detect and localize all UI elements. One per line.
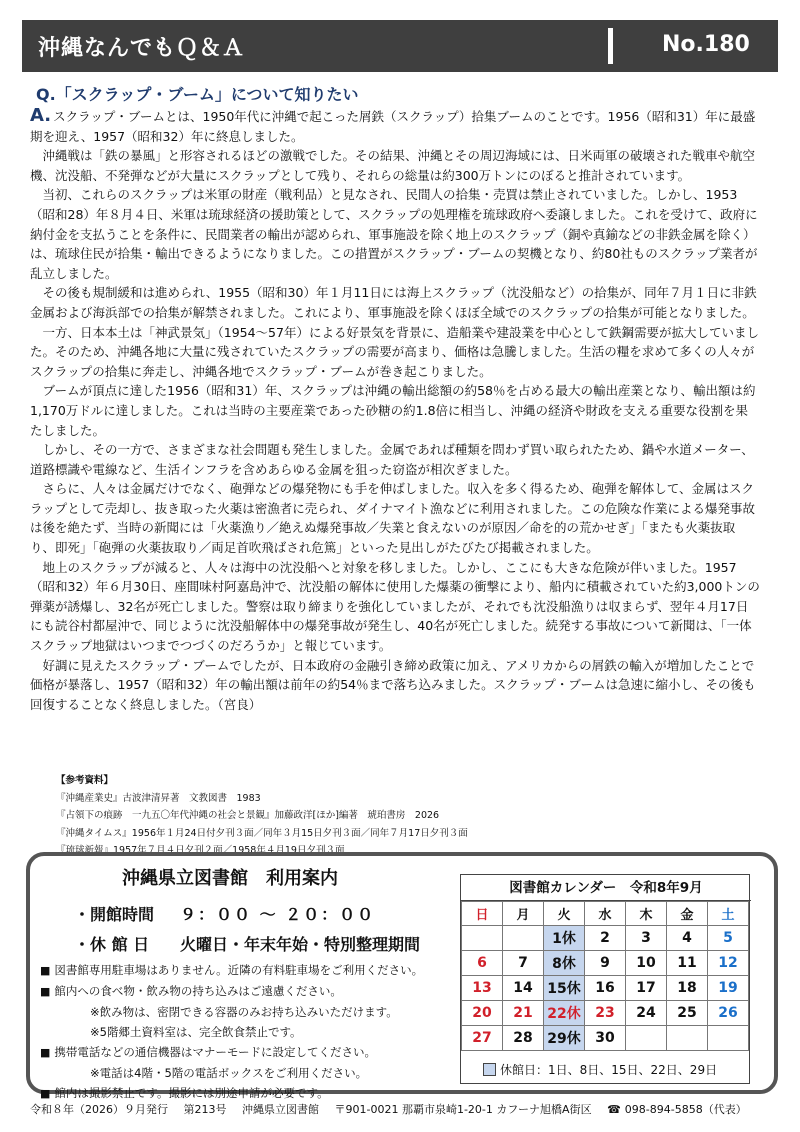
calendar-day: 2: [585, 926, 626, 951]
answer-paragraph-text: 地上のスクラップが減ると、人々は海中の沈没船へと対象を移しました。しかし、ここにも大きな危険が伴いました。1957（昭和32）年６月30日、座間味村阿嘉島沖で、沈没船の解体に使用した爆薬の衝撃により、船内に積載されていた約3,000トンの弾薬が誘爆し、32名が死亡しました。警察は取り締まりを強化していましたが、それでも沈没船漁りは収まらず、翌年４月17日にも読谷村都屋沖で、同じように沈没船解体中の爆発事故が発生し、40名が死亡しました。続発する事故について新聞は、「一体スクラップ地獄はいつまでつづくのだろうか」と報じています。: [30, 559, 760, 654]
calendar-day: 10: [626, 951, 667, 976]
reference-item: 『沖縄タイムス』1956年１月24日付夕刊３面／同年３月15日夕刊３面／同年７月17日夕刊３面: [56, 827, 468, 839]
usage-notes: [40, 960, 423, 1104]
calendar-day: 21: [503, 1001, 544, 1026]
calendar-weekday: 土: [708, 902, 749, 926]
library-calendar: [460, 874, 750, 1084]
calendar-empty-cell: [667, 1026, 708, 1051]
calendar-weekday: 日: [462, 902, 503, 926]
answer-paragraph-text: その後も規制緩和は進められ、1955（昭和30）年１月11日には海上スクラップ（沈没船など）の拾集が、同年７月１日に非鉄金属および海浜部での拾集が解禁されました。これにより、軍事施設を除くほぼ全域でのスクラップの拾集が可能となりました。: [30, 285, 757, 320]
calendar-empty-cell: [626, 1026, 667, 1051]
calendar-week-row: [462, 951, 749, 976]
usage-note: ■ 館内への食べ物・飲み物の持ち込みはご遠慮ください。: [40, 981, 423, 1002]
answer-paragraph-text: さらに、人々は金属だけでなく、砲弾などの爆発物にも手を伸ばしました。収入を多く得るため、砲弾を解体して、金属はスクラップとして売却し、抜き取った火薬は密漁者に売られ、ダイナマイト漁などに利用されました。この危険な作業による爆発事故は後を絶たず、当時の新聞には「火薬漁り／絶えぬ爆発事故／失業と食えないのが原因／命を的の荒かせぎ」「またも火薬抜取り、即死」「砲弾の火薬抜取り／両足首吹飛ばされ危篤」といった見出しがたびたび掲載されました。: [30, 481, 756, 556]
calendar-day: 13: [462, 976, 503, 1001]
calendar-day: 25: [667, 1001, 708, 1026]
page-title: 沖縄なんでもＱ＆Ａ: [38, 36, 246, 61]
footer-issue-date: 令和８年（2026）９月発行: [30, 1103, 168, 1116]
references: [56, 772, 468, 860]
answer-paragraph-text: 当初、これらのスクラップは米軍の財産（戦利品）と見なされ、民間人の拾集・売買は禁止されていました。しかし、1953（昭和28）年８月４日、米軍は琉球経済の援助策として、スクラップの処理権を琉球政府へ委譲しました。これを受けて、政府に納付金を支払うことを条件に、民間業者の輸出が認められ、軍事施設を除く地上のスクラップ（銅や真鍮などの非鉄金属を除く）は、琉球住民が拾集・輸出できるようになりました。この措置がスクラップ・ブームの契機となり、約80社ものスクラップ業者が乱立しました。: [30, 187, 758, 281]
answer-paragraph-text: 一方、日本本土は「神武景気」（1954～57年）による好景気を背景に、造船業や建設業を中心として鉄鋼需要が拡大していました。そのため、沖縄各地に大量に残されていたスクラップの需要が高まり、価格は急騰しました。生活の糧を求めて多くの人々がスクラップの拾集に奔走し、沖縄各地でスクラップ・ブームが巻き起こりました。: [30, 324, 759, 379]
calendar-empty-cell: [708, 1026, 749, 1051]
calendar-day: 11: [667, 951, 708, 976]
hours-label: ・開館時間: [74, 905, 155, 924]
answer-paragraph-text: しかし、その一方で、さまざまな社会問題も発生しました。金属であれば種類を問わず買い取られたため、鍋や水道メーター、道路標識や電線など、生活インフラを含めあらゆる金属を狙った窃盗が相次ぎました。: [30, 442, 754, 477]
calendar-day: 8休: [544, 951, 585, 976]
calendar-day: 30: [585, 1026, 626, 1051]
answer-paragraph: [30, 381, 760, 440]
calendar-day: 23: [585, 1001, 626, 1026]
calendar-day: 9: [585, 951, 626, 976]
header-divider: [608, 28, 613, 64]
calendar-day: 4: [667, 926, 708, 951]
answer-paragraph: [30, 323, 760, 382]
calendar-day: 6: [462, 951, 503, 976]
answer-paragraph: [30, 558, 760, 656]
calendar-weekday: 水: [585, 902, 626, 926]
issue-number: No.180: [662, 32, 750, 57]
calendar-week-row: [462, 926, 749, 951]
answer-paragraph: [30, 656, 760, 715]
usage-note-detail: ※5階郷土資料室は、完全飲食禁止です。: [90, 1025, 302, 1039]
phone-icon: ☎: [607, 1103, 621, 1116]
calendar-empty-cell: [503, 926, 544, 951]
calendar-day: 16: [585, 976, 626, 1001]
footer-address: 〒901-0021 那覇市泉崎1-20-1 カフーナ旭橋A街区: [334, 1103, 592, 1116]
usage-note-detail: ※飲み物は、密閉できる容器のみお持ち込みいただけます。: [90, 1005, 398, 1019]
calendar-weekday-row: [462, 902, 749, 926]
footer: [30, 1101, 770, 1117]
hours-value: ９：００ ～ ２０：００: [180, 905, 376, 924]
library-info-box: [26, 852, 778, 1100]
usage-note-detail: ※電話は4階・5階の電話ボックスをご利用ください。: [90, 1066, 368, 1080]
calendar-day: 3: [626, 926, 667, 951]
closed-days-value: 火曜日・年末年始・特別整理期間: [180, 935, 421, 954]
calendar-day: 14: [503, 976, 544, 1001]
calendar-week-row: [462, 1001, 749, 1026]
calendar-day: 28: [503, 1026, 544, 1051]
calendar-day: 19: [708, 976, 749, 1001]
closed-day-swatch: [483, 1063, 496, 1076]
calendar-day: 17: [626, 976, 667, 1001]
calendar-weekday: 金: [667, 902, 708, 926]
calendar-weekday: 月: [503, 902, 544, 926]
calendar-day: 18: [667, 976, 708, 1001]
usage-note: ■ 図書館専用駐車場はありません。近隣の有料駐車場をご利用ください。: [40, 960, 423, 981]
calendar-day: 27: [462, 1026, 503, 1051]
calendar-empty-cell: [462, 926, 503, 951]
calendar-day: 20: [462, 1001, 503, 1026]
footer-issue-number: 第213号: [183, 1103, 227, 1116]
answer-paragraph: [30, 106, 760, 146]
question-heading: Q.「スクラップ・ブーム」について知りたい: [36, 85, 359, 104]
answer-paragraph: [30, 440, 760, 479]
calendar-week-row: [462, 1026, 749, 1051]
info-title: 沖縄県立図書館 利用案内: [122, 868, 338, 889]
answer-mark: A.: [30, 105, 52, 126]
footer-library: 沖縄県立図書館: [242, 1103, 319, 1116]
reference-item: 『琉球新報』1957年７月４日夕刊２面／1958年４月19日夕刊３面: [56, 845, 345, 856]
footer-phone: 098-894-5858（代表）: [624, 1103, 747, 1116]
header-bar: [22, 20, 778, 72]
answer-paragraph: [30, 479, 760, 557]
answer-paragraph: [30, 146, 760, 185]
answer-paragraph-text: 沖縄戦は「鉄の暴風」と形容されるほどの激戦でした。その結果、沖縄とその周辺海域には、日米両軍の破壊された戦車や航空機、沈没船、不発弾などが大量にスクラップとして残り、それらの総量は約300万トンにのぼると推計されています。: [30, 148, 756, 183]
reference-item: 『沖縄産業史』古波津清昇著 文教図書 1983: [56, 792, 261, 804]
calendar-day: 7: [503, 951, 544, 976]
calendar-day: 1休: [544, 926, 585, 951]
calendar-day: 15休: [544, 976, 585, 1001]
calendar-day: 29休: [544, 1026, 585, 1051]
calendar-day: 24: [626, 1001, 667, 1026]
answer-paragraph: [30, 185, 760, 283]
calendar-day: 5: [708, 926, 749, 951]
calendar-day: 26: [708, 1001, 749, 1026]
calendar-weekday: 木: [626, 902, 667, 926]
calendar-day: 12: [708, 951, 749, 976]
calendar-weekday: 火: [544, 902, 585, 926]
calendar-title: 図書館カレンダー 令和8年9月: [461, 875, 751, 901]
references-heading: 【参考資料】: [56, 775, 114, 786]
calendar-day: 22休: [544, 1001, 585, 1026]
closed-days-label: ・休 館 日: [74, 935, 150, 954]
calendar-week-row: [462, 976, 749, 1001]
calendar-grid: [461, 901, 749, 1051]
answer-paragraph-text: 好調に見えたスクラップ・ブームでしたが、日本政府の金融引き締め政策に加え、アメリカからの屑鉄の輸入が増加したことで価格が暴落し、1957（昭和32）年の輸出額は前年の約54％まで落ち込みました。スクラップ・ブームは急速に縮小し、その後も回復することなく終息しました。（宮良）: [30, 657, 756, 712]
answer-paragraph-text: スクラップ・ブームとは、1950年代に沖縄で起こった屑鉄（スクラップ）拾集ブームのことです。1956（昭和31）年に最盛期を迎え、1957（昭和32）年に終息しました。: [30, 109, 756, 144]
answer-paragraph: [30, 283, 760, 322]
calendar-legend: [461, 1057, 751, 1084]
answer-paragraph-text: ブームが頂点に達した1956（昭和31）年、スクラップは沖縄の輸出総額の約58％を占める最大の輸出産業となり、輸出額は約1,170万ドルに達しました。これは当時の主要産業であった砂糖の約1.8倍に相当し、沖縄の経済や財政を支える重要な役割を果たしました。: [30, 383, 756, 438]
reference-item: 『占領下の痕跡 一九五〇年代沖縄の社会と景観』加藤政洋[ほか]編著 琥珀書房 2026: [56, 810, 440, 821]
answer-body: [30, 106, 760, 714]
usage-note: ■ 館内は撮影禁止です。撮影には別途申請が必要です。: [40, 1083, 423, 1104]
calendar-legend-text: 休館日：1日、8日、15日、22日、29日: [500, 1063, 718, 1077]
usage-note: ■ 携帯電話などの通信機器はマナーモードに設定してください。: [40, 1042, 423, 1063]
